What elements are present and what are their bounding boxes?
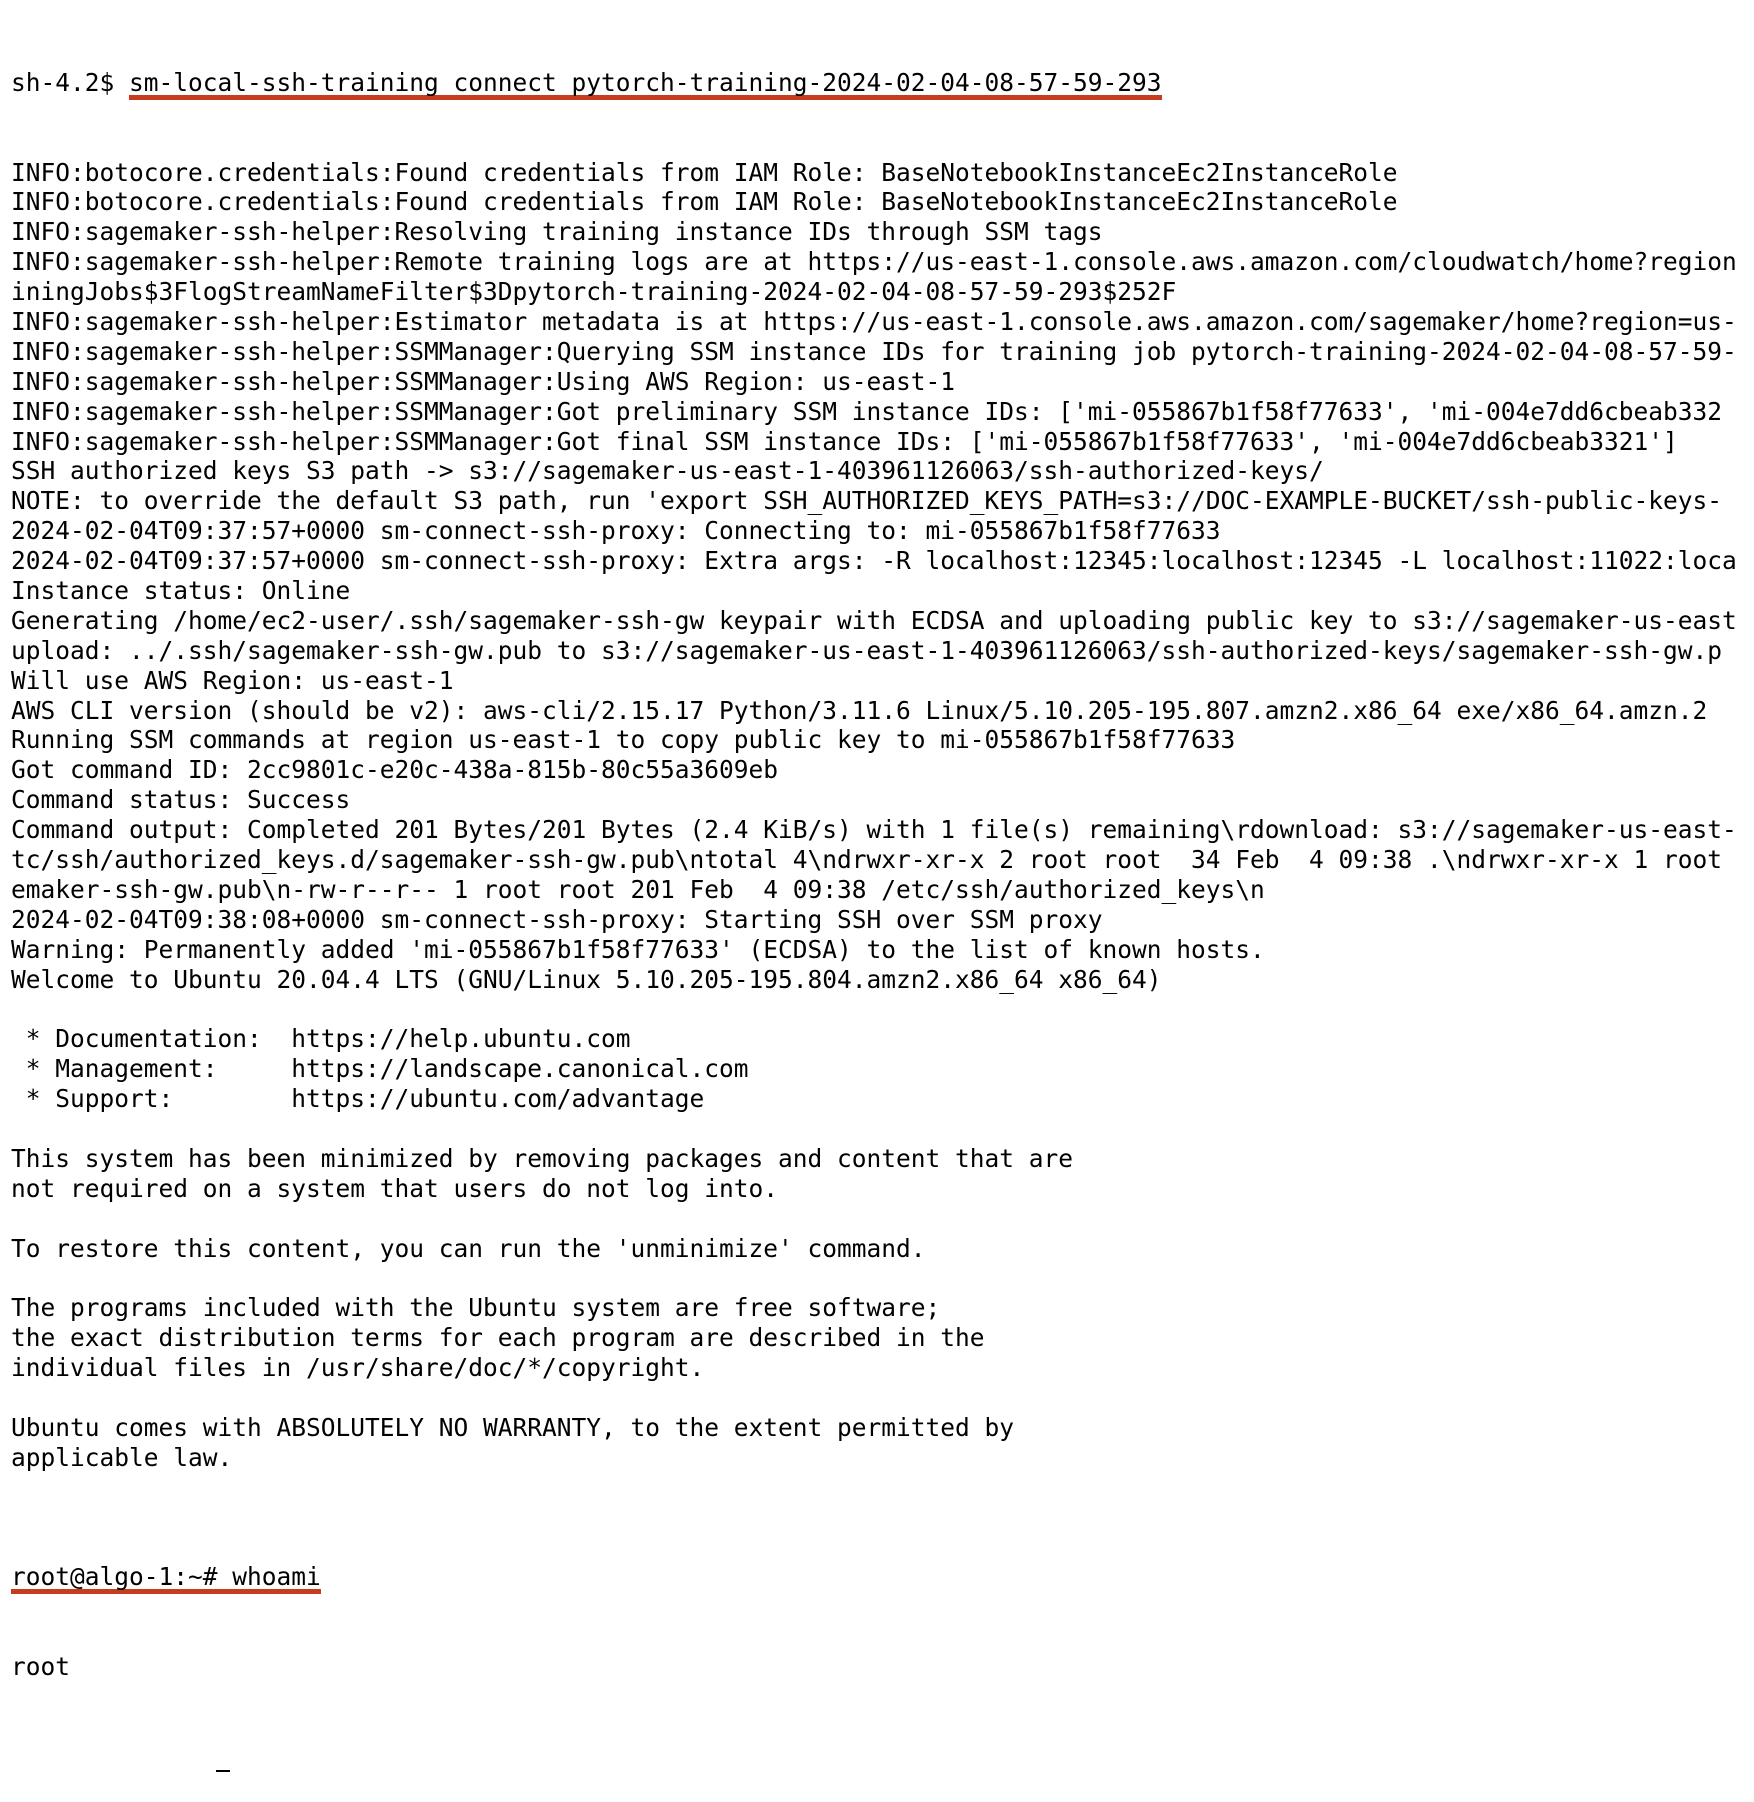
terminal-output-line: * Management: https://landscape.canonical.com xyxy=(11,1054,749,1084)
terminal-output-line: The programs included with the Ubuntu system are free software; xyxy=(11,1293,941,1323)
terminal-output-line: INFO:sagemaker-ssh-helper:Remote training logs are at https://us-east-1.console.aws.amazon.com/cloudwatch/home?region xyxy=(11,247,1737,277)
terminal-output-line: INFO:sagemaker-ssh-helper:SSMManager:Got final SSM instance IDs: ['mi-055867b1f58f77633', 'mi-004e7dd6cbeab3321'] xyxy=(11,426,1678,456)
terminal-output-line: INFO:botocore.credentials:Found credentials from IAM Role: BaseNotebookInstanceEc2InstanceRole xyxy=(11,157,1398,187)
terminal-output-line: NOTE: to override the default S3 path, run 'export SSH_AUTHORIZED_KEYS_PATH=s3://DOC-EXAMPLE-BUCKET/ssh-public-keys- xyxy=(11,486,1723,516)
terminal-output-line: 2024-02-04T09:37:57+0000 sm-connect-ssh-proxy: Extra args: -R localhost:12345:localhost:12345 -L localhost:11022:loca xyxy=(11,546,1737,576)
terminal-output-line: Welcome to Ubuntu 20.04.4 LTS (GNU/Linux 5.10.205-195.804.amzn2.x86_64 x86_64) xyxy=(11,964,1162,994)
root-prompt: root@algo-1:~# xyxy=(11,1562,233,1592)
terminal-output-line xyxy=(11,1473,1754,1503)
terminal-output-line xyxy=(11,1383,1754,1413)
terminal-output-line: 2024-02-04T09:37:57+0000 sm-connect-ssh-proxy: Connecting to: mi-055867b1f58f77633 xyxy=(11,516,1221,546)
terminal-output-line xyxy=(11,1204,1754,1234)
terminal-output-line: Generating /home/ec2-user/.ssh/sagemaker-ssh-gw keypair with ECDSA and uploading public key to s3://sagemaker-us-east xyxy=(11,605,1737,635)
whoami-command: whoami xyxy=(232,1562,321,1592)
terminal-output-line: not required on a system that users do not log into. xyxy=(11,1173,779,1203)
terminal-output-line: Got command ID: 2cc9801c-e20c-438a-815b-80c55a3609eb xyxy=(11,755,779,785)
terminal-output-line: tc/ssh/authorized_keys.d/sagemaker-ssh-gw.pub\ntotal 4\ndrwxr-xr-x 2 root root 34 Feb 4 09:38 .\ndrwxr-xr-x 1 root xyxy=(11,845,1723,874)
terminal-output-line: Running SSM commands at region us-east-1 to copy public key to mi-055867b1f58f77633 xyxy=(11,725,1236,755)
terminal-output-line: AWS CLI version (should be v2): aws-cli/2.15.17 Python/3.11.6 Linux/5.10.205-195.807.amzn2.x86_64 exe/x86_64.amzn.2 xyxy=(11,695,1708,725)
terminal-output-line: Command status: Success xyxy=(11,785,351,815)
terminal-output-line: SSH authorized keys S3 path -> s3://sagemaker-us-east-1-403961126063/ssh-authorized-keys/ xyxy=(11,456,1324,486)
terminal-output-line: individual files in /usr/share/doc/*/copyright. xyxy=(11,1353,705,1383)
whoami-result-line xyxy=(11,1652,1754,1682)
prompt-line-1 xyxy=(11,68,1754,98)
terminal-output-line xyxy=(11,994,1754,1024)
terminal-output xyxy=(11,158,1754,1503)
terminal-output-line: Warning: Permanently added 'mi-055867b1f58f77633' (ECDSA) to the list of known hosts. xyxy=(11,934,1265,964)
terminal-cursor xyxy=(216,1770,230,1772)
whoami-result: root xyxy=(11,1652,71,1682)
highlighted-command: sm-local-ssh-training connect pytorch-training-2024-02-04-08-57-59-293 xyxy=(129,70,1162,100)
terminal-output-line xyxy=(11,1263,1754,1293)
terminal-output-line: INFO:sagemaker-ssh-helper:Estimator metadata is at https://us-east-1.console.aws.amazon.com/sagemaker/home?region=us- xyxy=(11,306,1737,336)
terminal-output-line: INFO:sagemaker-ssh-helper:Resolving training instance IDs through SSM tags xyxy=(11,217,1103,247)
terminal-output-line: INFO:sagemaker-ssh-helper:SSMManager:Using AWS Region: us-east-1 xyxy=(11,366,956,396)
terminal-output-line: To restore this content, you can run the 'unminimize' command. xyxy=(11,1233,926,1263)
terminal-output-line: applicable law. xyxy=(11,1442,233,1472)
terminal-output-line: INFO:sagemaker-ssh-helper:SSMManager:Querying SSM instance IDs for training job pytorch-training-2024-02-04-08-57-59- xyxy=(11,336,1737,366)
terminal-output-line: upload: ../.ssh/sagemaker-ssh-gw.pub to s3://sagemaker-us-east-1-403961126063/ssh-authorized-keys/sagemaker-ssh-gw.p xyxy=(11,635,1723,665)
terminal-output-line: * Documentation: https://help.ubuntu.com xyxy=(11,1024,631,1054)
terminal-output-line: * Support: https://ubuntu.com/advantage xyxy=(11,1084,705,1114)
terminal-output-line: INFO:botocore.credentials:Found credentials from IAM Role: BaseNotebookInstanceEc2InstanceRole xyxy=(11,187,1398,217)
terminal-output-line: INFO:sagemaker-ssh-helper:SSMManager:Got preliminary SSM instance IDs: ['mi-055867b1f58f77633', 'mi-004e7dd6cbeab332 xyxy=(11,396,1723,426)
terminal-output-line: Will use AWS Region: us-east-1 xyxy=(11,665,454,695)
terminal-output-line: emaker-ssh-gw.pub\n-rw-r--r-- 1 root root 201 Feb 4 09:38 /etc/ssh/authorized_keys\n xyxy=(11,874,1265,904)
shell-prompt: sh-4.2$ xyxy=(11,67,130,97)
terminal-output-line: the exact distribution terms for each program are described in the xyxy=(11,1323,985,1353)
terminal-output-line: iningJobs$3FlogStreamNameFilter$3Dpytorch-training-2024-02-04-08-57-59-293$252F xyxy=(11,277,1177,307)
terminal-output-line: 2024-02-04T09:38:08+0000 sm-connect-ssh-proxy: Starting SSH over SSM proxy xyxy=(11,904,1103,934)
terminal-window[interactable] xyxy=(11,8,1754,1682)
terminal-output-line: Ubuntu comes with ABSOLUTELY NO WARRANTY, to the extent permitted by xyxy=(11,1412,1015,1442)
terminal-output-line: This system has been minimized by removing packages and content that are xyxy=(11,1143,1074,1173)
terminal-output-line: Instance status: Online xyxy=(11,575,351,605)
cursor-line[interactable] xyxy=(11,1742,1754,1772)
terminal-output-line xyxy=(11,1114,1754,1144)
highlighted-root-prompt xyxy=(11,1564,321,1594)
terminal-output-line: Command output: Completed 201 Bytes/201 Bytes (2.4 KiB/s) with 1 file(s) remaining\rdownload: s3://sagemaker-us-east- xyxy=(11,815,1737,845)
prompt-line-2 xyxy=(11,1562,1754,1592)
